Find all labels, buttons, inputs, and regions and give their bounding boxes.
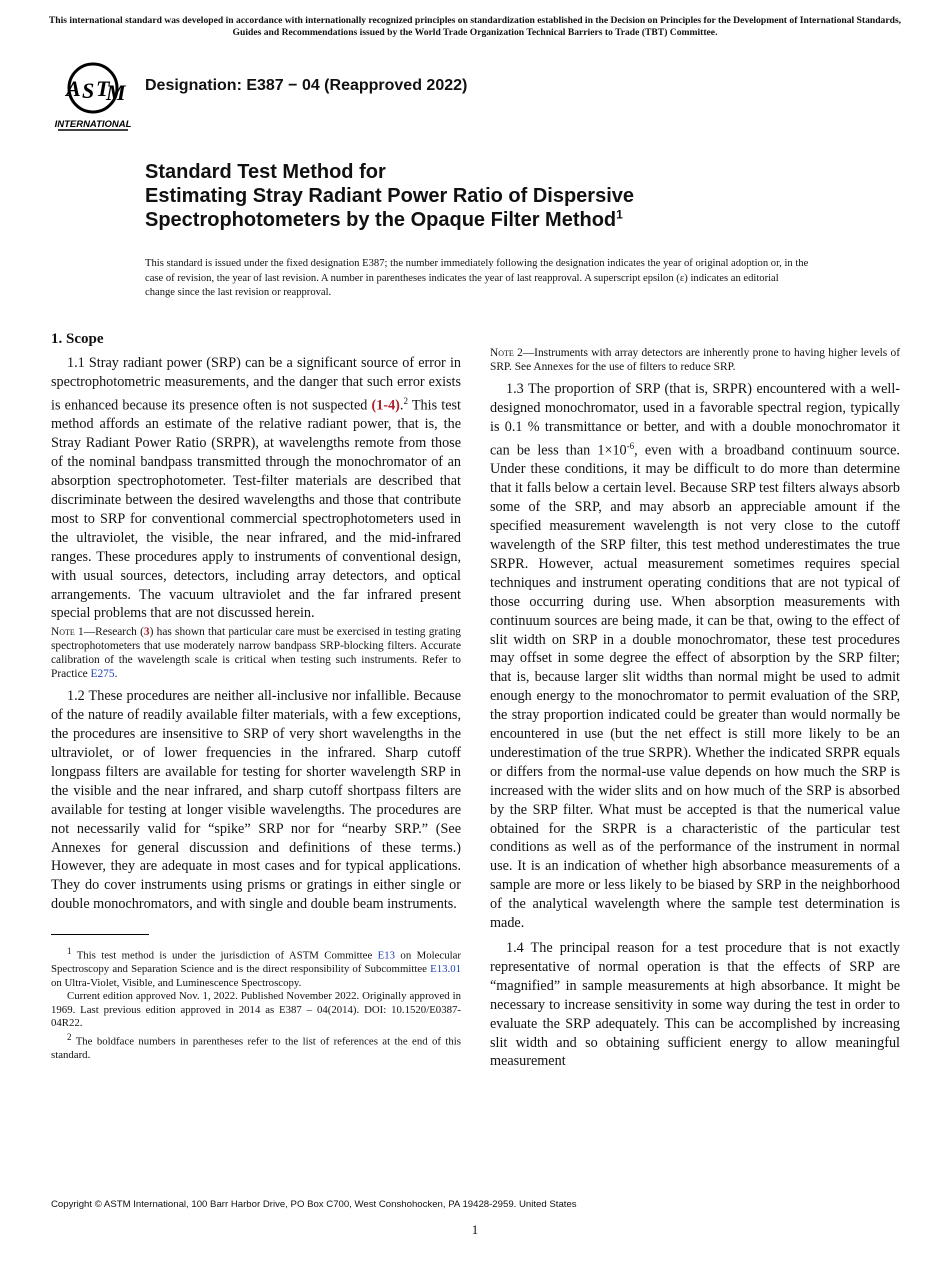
designation: Designation: E387 − 04 (Reapproved 2022) bbox=[145, 77, 468, 94]
footnote-mark-2: 2 bbox=[403, 395, 408, 406]
title-line-3: Spectrophotometers by the Opaque Filter Method$^1$ bbox=[145, 207, 623, 231]
right-column bbox=[490, 346, 900, 1071]
section-heading-scope: 1. Scope bbox=[51, 331, 104, 347]
subcommittee-link-e13-01[interactable]: E13.01 bbox=[430, 963, 461, 976]
title-footnote-mark: 1 bbox=[616, 207, 623, 222]
paragraph-1-1: 1.1 Stray radiant power (SRP) can be a significant source of error in spectrophotometric measurements, and the danger that such error exists is enhanced because its presence often is not suspected (1-4).$^2$ This test method affords an estimate of the relative radiant power, that is, the Stray Radiant Power Ratio (SRPR), at wavelengths remote from those of the nominal bandpass transmitted through the monochromator of an absorption spectrophotometer. Test-filter materials are described that discriminate between the desired wavelengths and those that contribute most to SRP for conventional commercial spectrophotometers used in the ultraviolet, the visible, the near infrared, and the mid-infrared ranges. These procedures apply to instruments of conventional design, with usual sources, detectors, including array detectors, and optical arrangements. The vacuum ultraviolet and the far infrared present special problems that are not discussed herein. bbox=[51, 354, 461, 622]
reference-link[interactable]: 3 bbox=[143, 626, 150, 639]
svg-text:S: S bbox=[82, 78, 95, 103]
title-line-1: Standard Test Method for bbox=[145, 161, 386, 183]
footnote-2: $^2$ The boldface numbers in parentheses refer to the list of references at the end of this standard. bbox=[51, 1031, 461, 1061]
reference-link[interactable]: (1-4) bbox=[371, 397, 400, 414]
footnote-1: $^1$ This test method is under the jurisdiction of ASTM Committee E13 on Molecular Spectroscopy and Separation Science and is the direct responsibility of Subcommittee E13.01 on Ultra-Violet, Visible, and Luminescence Spectroscopy. bbox=[51, 946, 461, 989]
footnote-divider bbox=[51, 934, 149, 935]
astm-logo bbox=[52, 58, 134, 134]
committee-link-e13[interactable]: E13 bbox=[377, 949, 396, 962]
svg-text:T: T bbox=[96, 76, 110, 101]
note-2: Note 2—Instruments with array detectors are inherently prone to having higher levels of SRP. See Annexes for the use of filters to reduce SRP. bbox=[490, 347, 901, 373]
footnote-edition: Current edition approved Nov. 1, 2022. Published November 2022. Originally approved in 1969. Last previous edition approved in 2014 as E387 – 04(2014). DOI: 10.1520/E0387-04R22. bbox=[51, 990, 461, 1030]
wto-notice: This international standard was developed in accordance with internationally recognized principles on standardization established in the Decision on Principles for the Development of International Standards, Guides and Recommendations issued by the World Trade Organization Technical Barriers to Trade (TBT) Committee. bbox=[48, 15, 902, 38]
paragraph-1-3: 1.3 The proportion of SRP (that is, SRPR) encountered with a well-designed monochromator, used in a favorable spectral region, typically is 0.1 % transmittance or better, and with a double monochromator it can be less than $1\times 10^{-6}$, even with a broadband continuum source. Under these conditions, it may be difficult to do more than determine that it falls below a certain level. Because SRP test filters always absorb some of the SRP, and may absorb an appreciable amount if the specified measurement wavelength is not very close to the cutoff wavelength of the SRP filter, this test method underestimates the true SRPR. However, actual measurement sometimes requires special techniques and instrument operating conditions that are not typical of those occurring during use. When absorption measurements with continuum sources are being made, it can be that, owing to the effect of slit width on SRP in a double monochromator, these test procedures may offset in some degree the effect of absorption by the SRP filter; that is, because larger slit widths than normal might be used to admit enough energy to the monochromator to permit evaluation of the SRP, the stray proportion indicated could be greater than would normally be encountered in use (but the net effect is still more likely to be an underestimation of the true SRPR). Whether the indicated SRPR equals or differs from the normal-use value depends on how much the SRP is increased with the wider slits and on how much of the SRP is absorbed by the SRP filter. What must be accepted is that the numerical value obtained for the SRPR is a characteristic of the particular test conditions as well as of the performance of the instrument in normal use. It is an indication of whether high absorbance measurements of a sample are more or less likely to be biased by SRP in the neighborhood of the analytical wavelength where the sample test determination is made. bbox=[490, 381, 900, 932]
paragraph-1-4: 1.4 The principal reason for a test procedure that is not exactly representative of normal operation is that the effects of SRP are “magnified” in sample measurements at high absorbance. It might be necessary to increase sensitivity in some way during the test in order to evaluate the SRP adequately. This can be accomplished by increasing slit width and so obtaining sufficient energy to allow meaningful measurement bbox=[490, 940, 900, 1070]
page-number: 1 bbox=[471, 1222, 479, 1237]
note-1: Note 1—Research (3) has shown that particular care must be exercised in testing grating spectrophotometers that use moderately narrow bandpass SRP-blocking filters. Accurate calibration of the wavelength scale is critical when testing such instruments. Refer to Practice E275. bbox=[51, 626, 461, 681]
svg-text:M: M bbox=[106, 80, 126, 105]
practice-link-e275[interactable]: E275 bbox=[90, 668, 115, 681]
title-line-2: Estimating Stray Radiant Power Ratio of Dispersive bbox=[145, 185, 635, 207]
paragraph-1-2: 1.2 These procedures are neither all-inclusive nor infallible. Because of the nature of readily available filter materials, with a few exceptions, the procedures are insensitive to SRP of very short wavelengths in the ultraviolet, or of lower frequencies in the infrared. Sharp cutoff longpass filters are available for testing for shorter wavelength SRP in the visible and the near infrared, and sharp cutoff shortpass filters are available for testing at longer visible wavelengths. The procedures are not necessarily valid for “spike” SRP nor for “nearby SRP.” (See Annexes for general discussion and definitions of these terms.) However, they are adequate in most cases and for typical applications. They do cover instruments using prisms or gratings in either single or double monochromators, and with single and double beam instruments. bbox=[51, 688, 461, 913]
copyright: Copyright © ASTM International, 100 Barr Harbor Drive, PO Box C700, West Conshohocken, PA 19428-2959. United States bbox=[51, 1199, 577, 1210]
logo-text: INTERNATIONAL bbox=[54, 119, 132, 130]
document-title bbox=[145, 160, 845, 232]
issuance-note: This standard is issued under the fixed designation E387; the number immediately following the designation indicates the year of original adoption or, in the case of revision, the year of last revision. A number in parentheses indicates the year of last reapproval. A superscript epsilon (ε) indicates an editorial change since the last revision or reapproval. bbox=[145, 258, 809, 298]
svg-text:A: A bbox=[66, 76, 81, 101]
left-column bbox=[51, 330, 461, 1062]
